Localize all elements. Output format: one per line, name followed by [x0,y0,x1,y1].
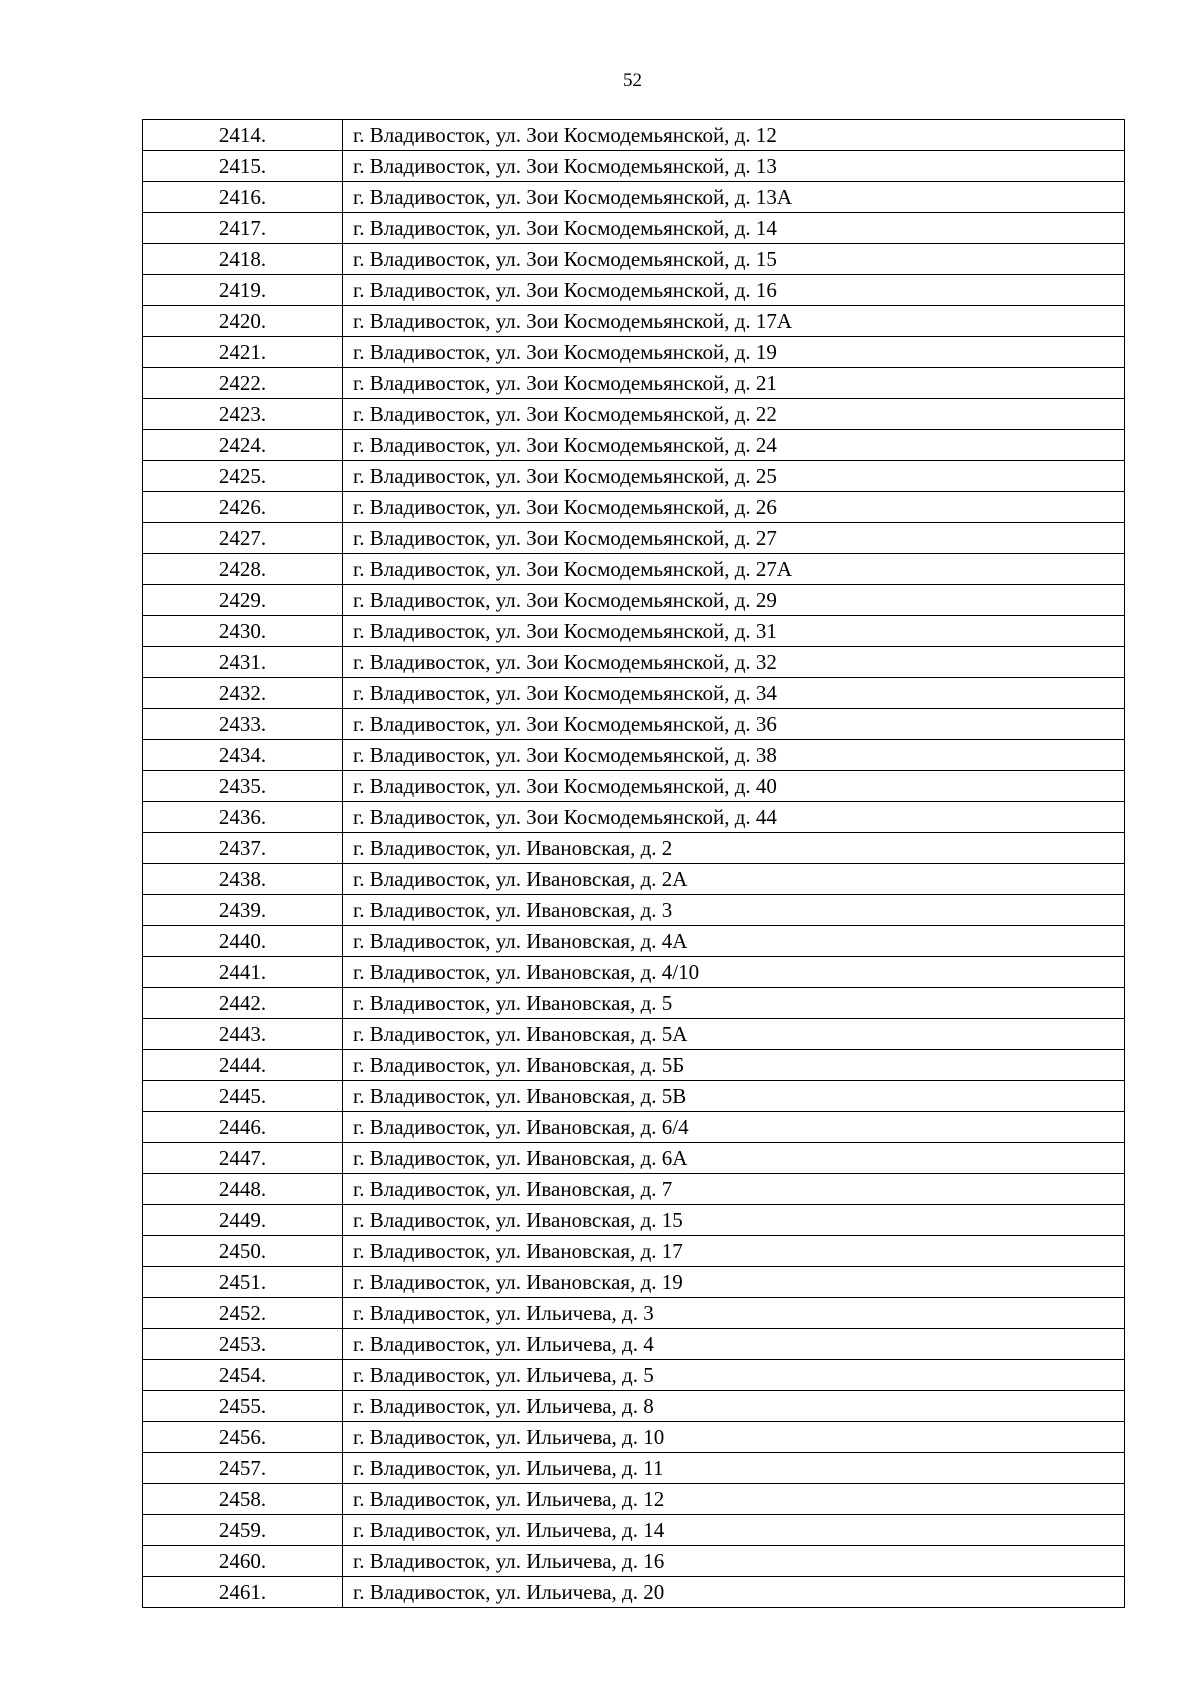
row-address: г. Владивосток, ул. Зои Космодемьянской, д. 16 [343,275,1125,306]
table-row [143,616,1125,647]
row-number: 2461. [143,1577,343,1608]
table-row [143,1143,1125,1174]
row-address: г. Владивосток, ул. Зои Космодемьянской, д. 22 [343,399,1125,430]
row-address: г. Владивосток, ул. Зои Космодемьянской, д. 32 [343,647,1125,678]
table-row [143,337,1125,368]
table-row [143,1577,1125,1608]
row-address: г. Владивосток, ул. Ивановская, д. 7 [343,1174,1125,1205]
row-number: 2431. [143,647,343,678]
row-address: г. Владивосток, ул. Зои Космодемьянской, д. 12 [343,120,1125,151]
row-number: 2436. [143,802,343,833]
row-number: 2435. [143,771,343,802]
row-address: г. Владивосток, ул. Ивановская, д. 17 [343,1236,1125,1267]
row-number: 2430. [143,616,343,647]
row-number: 2424. [143,430,343,461]
table-row [143,492,1125,523]
row-address: г. Владивосток, ул. Ильичева, д. 12 [343,1484,1125,1515]
row-address: г. Владивосток, ул. Ивановская, д. 2А [343,864,1125,895]
table-row [143,802,1125,833]
table-row [143,306,1125,337]
table-row [143,1515,1125,1546]
table-row [143,1391,1125,1422]
row-address: г. Владивосток, ул. Зои Космодемьянской, д. 19 [343,337,1125,368]
table-row [143,1360,1125,1391]
table-row [143,1484,1125,1515]
row-number: 2417. [143,213,343,244]
row-address: г. Владивосток, ул. Ивановская, д. 3 [343,895,1125,926]
row-address: г. Владивосток, ул. Зои Космодемьянской, д. 44 [343,802,1125,833]
row-address: г. Владивосток, ул. Ильичева, д. 5 [343,1360,1125,1391]
table-row [143,740,1125,771]
row-number: 2421. [143,337,343,368]
row-number: 2444. [143,1050,343,1081]
row-number: 2453. [143,1329,343,1360]
row-number: 2445. [143,1081,343,1112]
table-row [143,1422,1125,1453]
table-row [143,1174,1125,1205]
row-address: г. Владивосток, ул. Ильичева, д. 20 [343,1577,1125,1608]
table-row [143,1236,1125,1267]
row-address: г. Владивосток, ул. Зои Космодемьянской, д. 17А [343,306,1125,337]
row-address: г. Владивосток, ул. Ильичева, д. 8 [343,1391,1125,1422]
row-address: г. Владивосток, ул. Ивановская, д. 5А [343,1019,1125,1050]
table-row [143,554,1125,585]
table-row [143,368,1125,399]
row-number: 2432. [143,678,343,709]
row-number: 2440. [143,926,343,957]
row-number: 2414. [143,120,343,151]
table-row [143,1267,1125,1298]
row-number: 2433. [143,709,343,740]
row-number: 2434. [143,740,343,771]
row-number: 2429. [143,585,343,616]
row-address: г. Владивосток, ул. Ивановская, д. 15 [343,1205,1125,1236]
row-address: г. Владивосток, ул. Ивановская, д. 5 [343,988,1125,1019]
table-row [143,771,1125,802]
row-address: г. Владивосток, ул. Ильичева, д. 14 [343,1515,1125,1546]
table-row [143,957,1125,988]
row-number: 2454. [143,1360,343,1391]
table-row [143,1019,1125,1050]
row-address: г. Владивосток, ул. Зои Космодемьянской, д. 29 [343,585,1125,616]
row-address: г. Владивосток, ул. Ивановская, д. 4А [343,926,1125,957]
row-address: г. Владивосток, ул. Зои Космодемьянской, д. 34 [343,678,1125,709]
row-number: 2415. [143,151,343,182]
table-row [143,1205,1125,1236]
row-number: 2425. [143,461,343,492]
row-address: г. Владивосток, ул. Ильичева, д. 3 [343,1298,1125,1329]
table-row [143,1298,1125,1329]
row-address: г. Владивосток, ул. Зои Космодемьянской, д. 26 [343,492,1125,523]
row-number: 2423. [143,399,343,430]
table-row [143,585,1125,616]
table-row [143,430,1125,461]
row-number: 2428. [143,554,343,585]
address-table [142,119,1125,1608]
table-row [143,120,1125,151]
row-number: 2418. [143,244,343,275]
row-address: г. Владивосток, ул. Ивановская, д. 2 [343,833,1125,864]
row-number: 2416. [143,182,343,213]
row-address: г. Владивосток, ул. Ивановская, д. 4/10 [343,957,1125,988]
row-number: 2458. [143,1484,343,1515]
table-row [143,213,1125,244]
table-row [143,1329,1125,1360]
row-number: 2455. [143,1391,343,1422]
table-row [143,926,1125,957]
row-address: г. Владивосток, ул. Зои Космодемьянской, д. 40 [343,771,1125,802]
table-row [143,399,1125,430]
row-number: 2450. [143,1236,343,1267]
row-number: 2427. [143,523,343,554]
row-number: 2439. [143,895,343,926]
row-address: г. Владивосток, ул. Зои Космодемьянской, д. 36 [343,709,1125,740]
table-row [143,523,1125,554]
table-row [143,182,1125,213]
row-address: г. Владивосток, ул. Ивановская, д. 5Б [343,1050,1125,1081]
row-address: г. Владивосток, ул. Зои Космодемьянской, д. 27А [343,554,1125,585]
row-address: г. Владивосток, ул. Ивановская, д. 6А [343,1143,1125,1174]
row-number: 2449. [143,1205,343,1236]
table-row [143,678,1125,709]
table-row [143,461,1125,492]
table-row [143,1112,1125,1143]
table-row [143,1050,1125,1081]
row-address: г. Владивосток, ул. Зои Космодемьянской, д. 13А [343,182,1125,213]
row-number: 2446. [143,1112,343,1143]
row-address: г. Владивосток, ул. Зои Космодемьянской, д. 27 [343,523,1125,554]
row-number: 2443. [143,1019,343,1050]
row-number: 2426. [143,492,343,523]
row-number: 2438. [143,864,343,895]
row-number: 2420. [143,306,343,337]
row-address: г. Владивосток, ул. Зои Космодемьянской, д. 13 [343,151,1125,182]
table-row [143,709,1125,740]
row-address: г. Владивосток, ул. Зои Космодемьянской, д. 25 [343,461,1125,492]
page-number: 52 [623,70,642,91]
row-number: 2451. [143,1267,343,1298]
row-number: 2456. [143,1422,343,1453]
row-number: 2447. [143,1143,343,1174]
table-row [143,895,1125,926]
row-number: 2441. [143,957,343,988]
table-row [143,1453,1125,1484]
row-address: г. Владивосток, ул. Зои Космодемьянской, д. 15 [343,244,1125,275]
row-number: 2452. [143,1298,343,1329]
row-address: г. Владивосток, ул. Ильичева, д. 4 [343,1329,1125,1360]
row-address: г. Владивосток, ул. Ильичева, д. 10 [343,1422,1125,1453]
table-row [143,864,1125,895]
address-table-body [143,120,1125,1608]
row-address: г. Владивосток, ул. Ильичева, д. 16 [343,1546,1125,1577]
row-number: 2437. [143,833,343,864]
row-number: 2460. [143,1546,343,1577]
row-number: 2459. [143,1515,343,1546]
row-number: 2422. [143,368,343,399]
table-row [143,275,1125,306]
row-address: г. Владивосток, ул. Ивановская, д. 5В [343,1081,1125,1112]
row-number: 2448. [143,1174,343,1205]
row-address: г. Владивосток, ул. Зои Космодемьянской, д. 24 [343,430,1125,461]
row-address: г. Владивосток, ул. Ивановская, д. 19 [343,1267,1125,1298]
row-address: г. Владивосток, ул. Зои Космодемьянской, д. 14 [343,213,1125,244]
table-row [143,244,1125,275]
table-row [143,988,1125,1019]
table-row [143,647,1125,678]
row-address: г. Владивосток, ул. Ивановская, д. 6/4 [343,1112,1125,1143]
row-number: 2442. [143,988,343,1019]
row-address: г. Владивосток, ул. Зои Космодемьянской, д. 31 [343,616,1125,647]
row-address: г. Владивосток, ул. Зои Космодемьянской, д. 21 [343,368,1125,399]
row-number: 2419. [143,275,343,306]
table-row [143,151,1125,182]
row-number: 2457. [143,1453,343,1484]
table-row [143,833,1125,864]
table-row [143,1546,1125,1577]
row-address: г. Владивосток, ул. Зои Космодемьянской, д. 38 [343,740,1125,771]
row-address: г. Владивосток, ул. Ильичева, д. 11 [343,1453,1125,1484]
table-row [143,1081,1125,1112]
